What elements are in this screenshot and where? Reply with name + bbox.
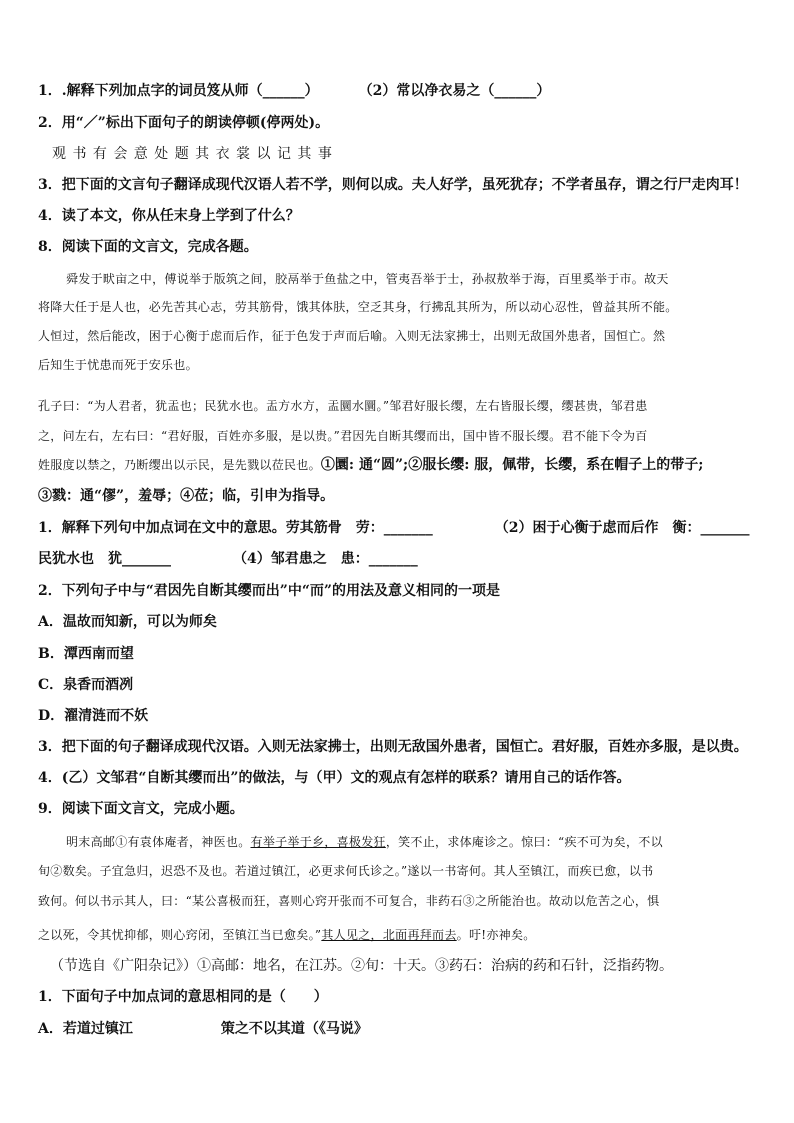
underlined-text: 有举子举于乡，喜极发狂 [250, 835, 386, 849]
question-4: 4．读了本文，你从任末身上学到了什么？ [38, 208, 300, 224]
footnote-text: ①圜: 通“圆”;②服长缨: 服，佩带，长缨，系在帽子上的带子; [320, 457, 704, 473]
sub-question-1 [38, 519, 750, 537]
passage-line [38, 926, 536, 944]
sub-question-4: 4．(乙）文邹君“自断其缨而出”的做法，与（甲）文的观点有怎样的联系？请用自己的话作答。 [38, 770, 631, 786]
source-note: （节选自《广阳杂记》）①高邮：地名，在江苏。②旬：十天。③药石：治病的药和石针，泛指药物。 [50, 958, 673, 974]
passage-line [66, 833, 663, 851]
question-text: 1．解释下列句中加点词在文中的意思。劳其筋骨 劳：_______ [38, 520, 433, 536]
passage-line: 孔子曰：“为人君者，犹盂也；民犹水也。盂方水方，盂圜水圜。”邹君好服长缨，左右皆服长缨，缨甚贵，邹君患 [38, 399, 648, 413]
option-d: D．濯清涟而不妖 [38, 708, 149, 724]
passage-line: 旬②数矣。子宜急归，迟恐不及也。若道过镇江，必更求何氏诊之。”遂以一书寄何。其人至镇江，而疾已愈，以书 [38, 864, 654, 878]
question-8-heading: 8．阅读下面的文言文，完成各题。 [38, 239, 258, 255]
question-text: （4）邹君患之 患：_______ [233, 551, 418, 567]
passage-line: 将降大任于是人也，必先苦其心志，劳其筋骨，饿其体肤，空乏其身，行拂乱其所为，所以动心忍性，曾益其所不能。 [38, 300, 678, 314]
passage-text: 姓服度以禁之，乃断缨出以示民，是先戮以莅民也。 [38, 458, 321, 472]
question-text: 民犹水也 犹_______ [38, 551, 171, 567]
footnote-line: ③戮：通“僇”，羞辱；④莅；临，引申为指导。 [38, 488, 335, 504]
sub-question-3: 3．把下面的句子翻译成现代汉语。入则无法家拂士，出则无敌国外患者，国恒亡。君好服，百姓亦多服，是以贵。 [38, 739, 748, 755]
question-text: 1．.解释下列加点字的词员笈从师（______） [38, 83, 319, 99]
option-a [38, 1020, 368, 1038]
question-text: （2）困于心衡于虑而后作 衡：_______ [494, 520, 750, 536]
sub-question-2: 2．下列句子中与“君因先自断其缨而出”中“而”的用法及意义相同的一项是 [38, 583, 500, 599]
option-a: A．温故而知新，可以为师矣 [38, 614, 217, 630]
question-3: 3．把下面的文言句子翻译成现代汉语人若不学，则何以成。夫人好学，虽死犹存；不学者虽存，谓之行尸走肉耳！ [38, 177, 748, 193]
spaced-sentence: 观 书 有 会 意 处 题 其 衣 裳 以 记 其 事 [52, 146, 333, 162]
passage-line: 舜发于畎亩之中，傅说举于版筑之间，胶鬲举于鱼盐之中，管夷吾举于士，孙叔敖举于海，百里奚举于市。故天 [66, 272, 669, 286]
passage-line: 致何。何以书示其人，曰：“某公喜极而狂，喜则心窍开张而不可复合，非药石③之所能治也。故动以危苦之心，惧 [38, 894, 660, 908]
passage-line [38, 456, 703, 474]
passage-line: 后知生于忧患而死于安乐也。 [38, 358, 198, 372]
option-b: B．潭西南而望 [38, 646, 134, 662]
sub-question-9-1: 1．下面句子中加点词的意思相同的是（ ） [38, 989, 328, 1005]
passage-text: 明末高邮①有袁体庵者，神医也。 [66, 835, 251, 849]
question-1-line [38, 82, 550, 100]
question-9-heading: 9．阅读下面文言文，完成小题。 [38, 801, 244, 817]
passage-text: ，笑不止，求体庵诊之。惊曰：“疾不可为矣，不以 [385, 835, 663, 849]
option-text: A．若道过镇江 [38, 1021, 133, 1037]
option-text: 策之不以其道（《马说》 [220, 1021, 368, 1037]
passage-text: 之以死，令其忧抑郁，则心窍闭，至镇江当已愈矣。” [38, 928, 322, 942]
underlined-text: 其人见之，北面再拜而去 [321, 928, 457, 942]
sub-question-1-cont [38, 550, 418, 568]
option-c: C．泉香而酒冽 [38, 677, 134, 693]
question-text: （2）常以净衣易之（______） [358, 83, 551, 99]
passage-line: 人恒过，然后能改，困于心衡于虑而后作，征于色发于声而后喻。入则无法家拂士，出则无敌国外患者，国恒亡。然 [38, 329, 666, 343]
passage-text: 。吁!亦神矣。 [456, 928, 536, 942]
question-2: 2．用“／”标出下面句子的朗读停顿(停两处)。 [38, 115, 330, 131]
passage-line: 之，问左右，左右曰：“君好服，百姓亦多服，是以贵。”君因先自断其缨而出，国中皆不服长缨。君不能下令为百 [38, 429, 648, 443]
